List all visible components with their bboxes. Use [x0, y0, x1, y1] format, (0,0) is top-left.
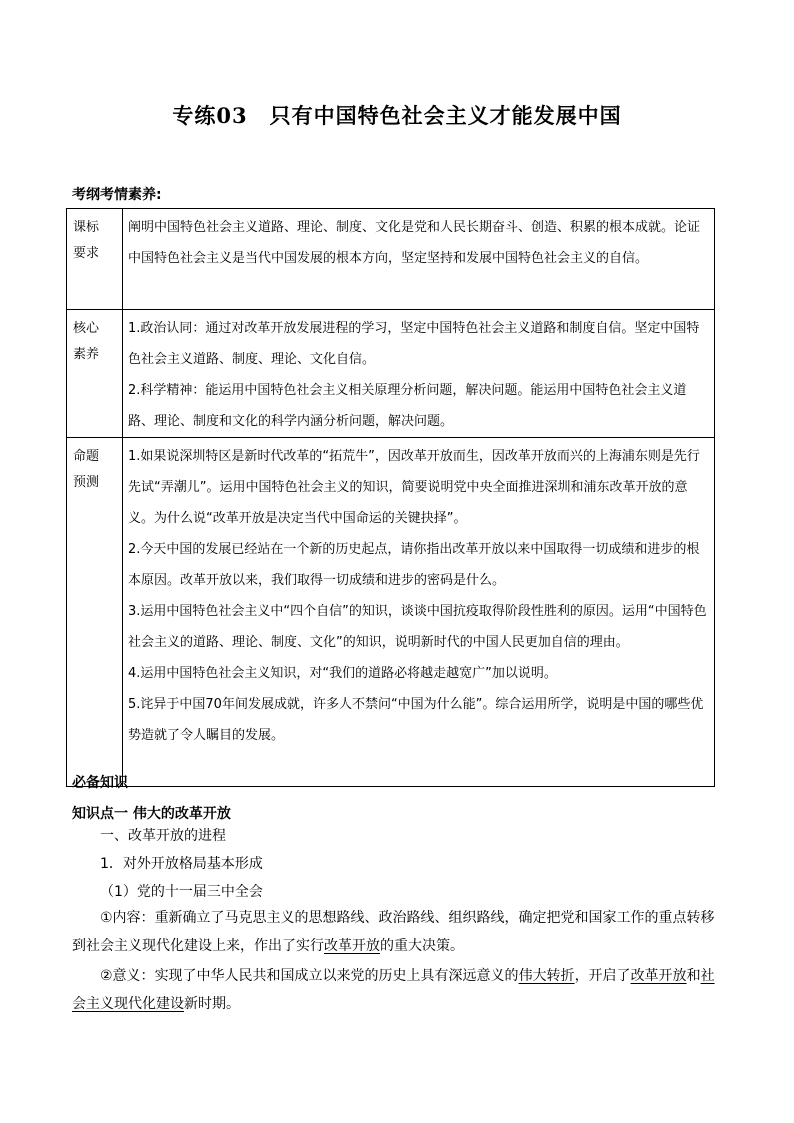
row-label	[67, 209, 123, 310]
meaning-paragraph-line2	[72, 990, 722, 1018]
keyword-underlined: 社	[700, 968, 715, 984]
table-row-curriculum	[67, 209, 715, 310]
meaning-label: ②意义：	[100, 968, 155, 984]
meaning-text: 和	[686, 968, 701, 984]
outline-heading: 考纲考情素养:	[72, 187, 162, 203]
knowledge-point-title: 知识点一 伟大的改革开放	[72, 806, 231, 822]
subsection-item: （1）党的十一届三中全会	[100, 884, 263, 900]
row-label	[67, 438, 123, 787]
prediction-item: 4.运用中国特色社会主义知识，对“我们的道路必将越走越宽广”加以说明。	[128, 666, 557, 681]
row-label-line: 预测	[73, 475, 100, 490]
keyword-underlined: 伟大转折	[518, 968, 575, 984]
prediction-item: 1.如果说深圳特区是新时代改革的“拓荒牛”，因改革开放而生，因改革开放而兴的上海浦东则是先行先试“弄潮儿”。运用中国特色社会主义的知识，简要说明党中央全面推进深圳和浦东改革开放的意义。为什么说“改革开放是决定当代中国命运的关键抉择”。	[128, 449, 700, 526]
content-text: 到社会主义现代化建设上来，作出了实行	[72, 938, 324, 954]
prediction-item: 3.运用中国特色社会主义中“四个自信”的知识，谈谈中国抗疫取得阶段性胜利的原因。运用“中国特色社会主义的道路、理论、制度、文化”的知识，说明新时代的中国人民更加自信的理由。	[128, 604, 707, 650]
row-label	[67, 310, 123, 438]
subsection-heading: 1．对外开放格局基本形成	[100, 856, 263, 872]
row-content	[123, 438, 715, 787]
content-paragraph-line2	[72, 932, 722, 960]
prediction-item: 2.今天中国的发展已经站在一个新的历史起点，请你指出改革开放以来中国取得一切成绩和进步的根本原因。改革开放以来，我们取得一切成绩和进步的密码是什么。	[128, 542, 700, 588]
prediction-item: 5.诧异于中国70年间发展成就，许多人不禁问“中国为什么能”。综合运用所学，说明是中国的哪些优势造就了令人瞩目的发展。	[128, 697, 704, 743]
keyword-underlined: 会主义现代化建设	[72, 996, 184, 1012]
literacy-item: 2.科学精神：能运用中国特色社会主义相关原理分析问题，解决问题。能运用中国特色社会主义道路、理论、制度和文化的科学内涵分析问题，解决问题。	[128, 383, 687, 429]
row-label-line: 核心	[73, 321, 100, 336]
content-text: 重新确立了马克思主义的思想路线、政治路线、组织路线，确定把党和国家工作的重点转移	[154, 910, 715, 926]
row-label-line: 命题	[73, 449, 100, 464]
requirements-table	[66, 208, 715, 787]
meaning-text: ，开启了	[574, 968, 631, 984]
meaning-paragraph-line1	[100, 962, 720, 990]
row-label-line: 课标	[73, 220, 100, 235]
row-label-line: 素养	[73, 347, 100, 362]
keyword-underlined: 改革开放	[324, 938, 380, 954]
table-row-core-literacy	[67, 310, 715, 438]
meaning-text: 新时期。	[184, 996, 240, 1012]
page-title: 专练03 只有中国特色社会主义才能发展中国	[172, 103, 622, 128]
knowledge-heading: 必备知识	[72, 775, 128, 791]
content-paragraph-line1	[100, 904, 720, 932]
content-text: 的重大决策。	[380, 938, 464, 954]
row-label-line: 要求	[73, 246, 100, 261]
row-content	[123, 209, 715, 310]
keyword-underlined: 改革开放	[630, 968, 687, 984]
content-label: ①内容：	[100, 910, 155, 926]
table-row-predictions	[67, 438, 715, 787]
meaning-text: 实现了中华人民共和国成立以来党的历史上具有深远意义的	[154, 968, 519, 984]
section-heading: 一、改革开放的进程	[100, 828, 226, 844]
row-content	[123, 310, 715, 438]
literacy-item: 1.政治认同：通过对改革开放发展进程的学习，坚定中国特色社会主义道路和制度自信。坚定中国特色社会主义道路、制度、理论、文化自信。	[128, 321, 700, 367]
curriculum-text: 阐明中国特色社会主义道路、理论、制度、文化是党和人民长期奋斗、创造、积累的根本成就。论证中国特色社会主义是当代中国发展的根本方向，坚定坚持和发展中国特色社会主义的自信。	[128, 220, 701, 266]
